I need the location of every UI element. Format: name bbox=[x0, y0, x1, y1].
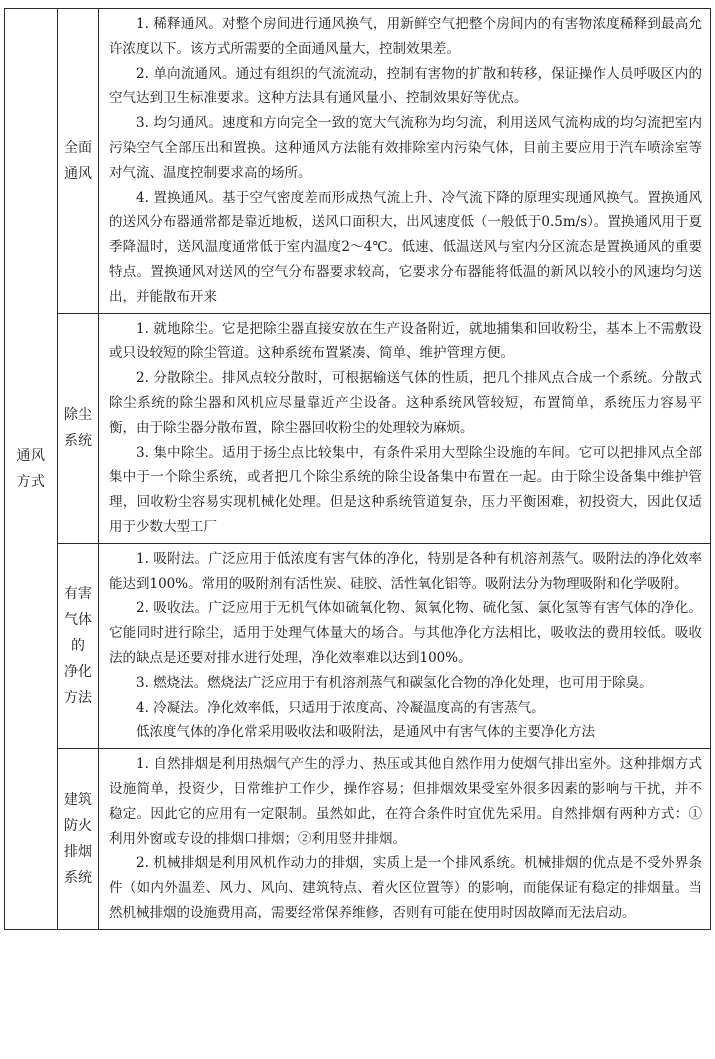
paragraph: 1. 稀释通风。对整个房间进行通风换气，用新鲜空气把整个房间内的有害物浓度稀释到最高允许浓度以下。该方式所需要的全面通风量大，控制效果差。 bbox=[109, 16, 702, 57]
section-label-line: 的 bbox=[71, 637, 85, 654]
paragraph: 3. 集中除尘。适用于扬尘点比较集中，有条件采用大型除尘设施的车间。它可以把排风点全部集中于一个除尘系统，或者把几个除尘系统的除尘设备集中布置在一起。由于除尘设备集中维护管理，回收粉尘容易实现机械化处理。但是这种系统管道复杂，压力平衡困难，初投资大，因此仅适用于少数大型工厂 bbox=[109, 444, 702, 535]
paragraph: 2. 单向流通风。通过有组织的气流流动，控制有害物的扩散和转移，保证操作人员呼吸区内的空气达到卫生标准要求。这种方法具有通风量小、控制效果好等优点。 bbox=[109, 65, 702, 107]
section-label-line: 通风 bbox=[64, 165, 92, 182]
paragraph: 2. 吸收法。广泛应用于无机气体如硫氧化物、氮氧化物、硫化氢、氯化氢等有害气体的净化。它能同时进行除尘，适用于处理气体量大的场合。与其他净化方法相比，吸收法的费用较低。吸收法的缺点是还要对排水进行处理，净化效率难以达到100%。 bbox=[109, 600, 702, 666]
table-row-smoke-exhaust bbox=[5, 749, 711, 930]
paragraph: 1. 就地除尘。它是把除尘器直接安放在生产设备附近，就地捕集和回收粉尘，基本上不需敷设或只设较短的除尘管道。这种系统布置紧凑、简单、维护管理方便。 bbox=[109, 320, 702, 362]
main-category-line: 方式 bbox=[16, 473, 46, 490]
section-label-line: 系统 bbox=[64, 433, 92, 450]
table-row-gas-purification bbox=[5, 543, 711, 748]
section-label-line: 建筑 bbox=[64, 791, 92, 808]
ventilation-table bbox=[4, 8, 711, 930]
section-label-line: 系统 bbox=[64, 869, 92, 886]
section-label-line: 防火 bbox=[64, 817, 92, 834]
table-row-general-ventilation bbox=[5, 9, 711, 314]
section-label-line: 净化 bbox=[64, 663, 92, 680]
section-label-line: 全面 bbox=[64, 139, 92, 156]
section-label-line: 有害 bbox=[64, 585, 92, 602]
table-row-dust-removal bbox=[5, 313, 711, 543]
section-content-dust-removal bbox=[99, 313, 711, 543]
main-category-cell bbox=[5, 9, 58, 930]
paragraph: 2. 机械排烟是利用风机作动力的排烟，实质上是一个排风系统。机械排烟的优点是不受外界条件（如内外温差、风力、风向、建筑特点、着火区位置等）的影响，而能保证有稳定的排烟量。当然机械排烟的设施费用高，需要经常保养维修，否则有可能在使用时因故障而无法启动。 bbox=[109, 855, 702, 921]
section-content-general-ventilation bbox=[99, 9, 711, 314]
paragraph: 3. 燃烧法。燃烧法广泛应用于有机溶剂蒸气和碳氢化合物的净化处理，也可用于除臭。 bbox=[136, 674, 653, 691]
section-content-gas-purification bbox=[99, 543, 711, 748]
section-label-gas-purification bbox=[58, 543, 99, 748]
section-label-line: 方法 bbox=[64, 689, 92, 706]
paragraph: 1. 吸附法。广泛应用于低浓度有害气体的净化，特别是各种有机溶剂蒸气。吸附法的净化效率能达到100%。常用的吸附剂有活性炭、硅胶、活性氧化铝等。吸附法分为物理吸附和化学吸附。 bbox=[109, 550, 702, 592]
section-label-dust-removal bbox=[58, 313, 99, 543]
section-label-line: 排烟 bbox=[64, 843, 92, 860]
section-label-line: 除尘 bbox=[64, 407, 92, 424]
section-label-smoke-exhaust bbox=[58, 749, 99, 930]
section-label-general-ventilation bbox=[58, 9, 99, 314]
paragraph: 4. 置换通风。基于空气密度差而形成热气流上升、冷气流下降的原理实现通风换气。置换通风的送风分布器通常都是靠近地板，送风口面积大，出风速度低（一般低于0.5m/s）。置换通风用于夏季降温时，送风温度通常低于室内温度2～4℃。低速、低温送风与室内分区流态是置换通风的重要特点。置换通风对送风的空气分布器要求较高，它要求分布器能将低温的新风以较小的风速均匀送出，并能散布开来 bbox=[109, 189, 702, 305]
section-label-line: 气体 bbox=[64, 611, 92, 628]
section-content-smoke-exhaust bbox=[99, 749, 711, 930]
main-category-line: 通风 bbox=[16, 447, 46, 464]
paragraph: 2. 分散除尘。排风点较分散时，可根据输送气体的性质，把几个排风点合成一个系统。分散式除尘系统的除尘器和风机应尽量靠近产尘设备。这种系统风管较短，布置简单，系统压力容易平衡，由于除尘器分散布置，除尘器回收粉尘的处理较为麻烦。 bbox=[109, 370, 702, 436]
paragraph: 3. 均匀通风。速度和方向完全一致的宽大气流称为均匀流，利用送风气流构成的均匀流把室内污染空气全部压出和置换。这种通风方法能有效排除室内污染气体，目前主要应用于汽车喷涂室等对气流、温度控制要求高的场所。 bbox=[109, 115, 702, 181]
paragraph: 低浓度气体的净化常采用吸收法和吸附法，是通风中有害气体的主要净化方法 bbox=[136, 724, 595, 741]
paragraph: 4. 冷凝法。净化效率低，只适用于浓度高、冷凝温度高的有害蒸气。 bbox=[136, 699, 545, 716]
paragraph: 1. 自然排烟是利用热烟气产生的浮力、热压或其他自然作用力使烟气排出室外。这种排烟方式设施简单，投资少，日常维护工作少，操作容易；但排烟效果受室外很多因素的影响与干扰，并不稳定。因此它的应用有一定限制。虽然如此，在符合条件时宜优先采用。自然排烟有两种方式：①利用外窗或专设的排烟口排烟；②利用竖井排烟。 bbox=[109, 756, 702, 847]
